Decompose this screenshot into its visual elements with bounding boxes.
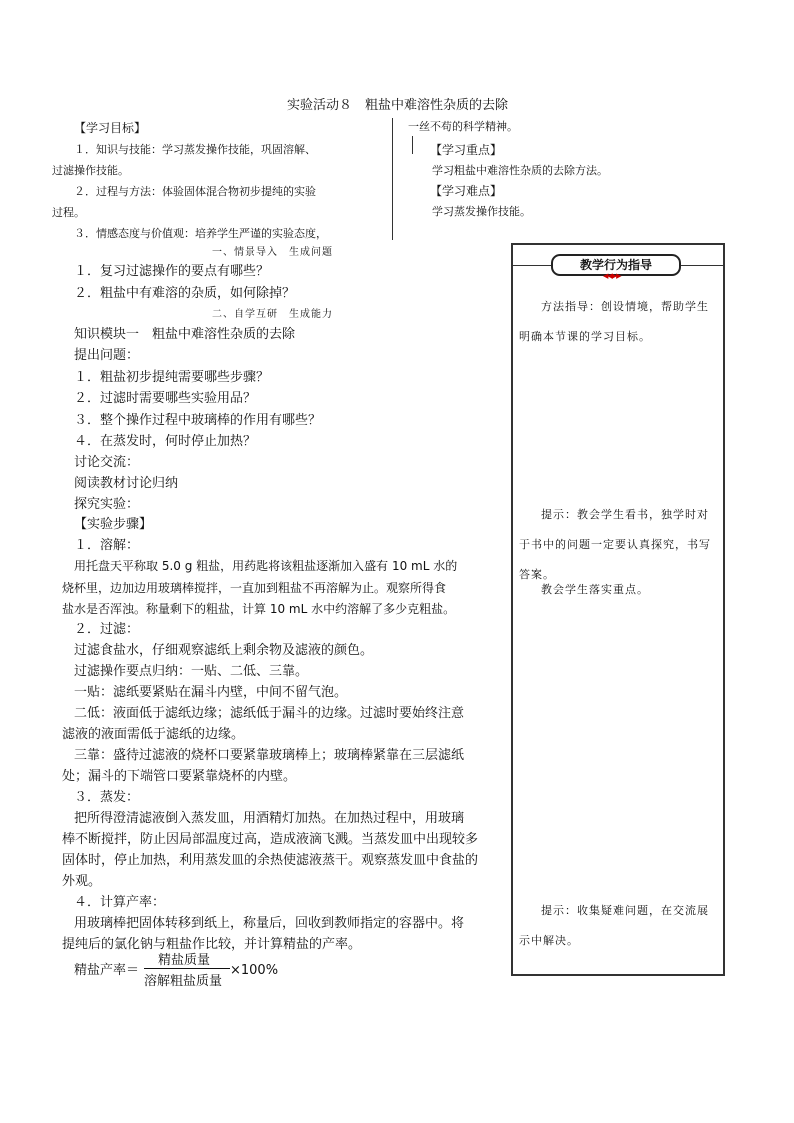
ask-label: 提出问题：	[74, 348, 140, 363]
badge-rule-left	[513, 265, 551, 266]
formula-numerator: 精盐质量	[158, 953, 211, 968]
question-2: ２．过滤时需要哪些实验用品？	[74, 391, 257, 406]
step2-line1: 过滤食盐水，仔细观察滤纸上剩余物及滤液的颜色。	[74, 643, 374, 658]
step4-line1: 用玻璃棒把固体转移到纸上，称量后，回收到教师指定的容器中。将	[74, 916, 465, 931]
difficulty-text: 学习蒸发操作技能。	[432, 205, 531, 218]
objective-1a: １．知识与技能：学习蒸发操作技能，巩固溶解、	[74, 143, 316, 156]
objective-2a: ２．过程与方法：体验固体混合物初步提纯的实验	[74, 185, 316, 198]
formula-lhs: 精盐产率＝	[74, 963, 140, 978]
difficulty-header: 【学习难点】	[430, 184, 503, 198]
step2-line2: 过滤操作要点归纳：一贴、二低、三靠。	[74, 664, 309, 679]
step2-line5: 滤液的液面需低于滤纸的边缘。	[62, 727, 245, 742]
guide-note-method: 方法指导：创设情境，帮助学生明确本节课的学习目标。	[519, 300, 709, 343]
section2-title: 二、自学互研 生成能力	[212, 309, 333, 320]
guide-note-focus: 教会学生落实重点。	[541, 583, 649, 596]
discuss-label: 讨论交流：	[74, 455, 140, 470]
question-1: １．粗盐初步提纯需要哪些步骤？	[74, 370, 270, 385]
steps-header: 【实验步骤】	[74, 517, 153, 532]
step4-line2: 提纯后的氯化钠与粗盐作比较，并计算精盐的产率。	[62, 937, 362, 952]
step3-line1: 把所得澄清滤液倒入蒸发皿，用酒精灯加热。在加热过程中，用玻璃	[74, 811, 465, 826]
badge-rule-right	[679, 265, 723, 266]
step3-line3: 固体时，停止加热，利用蒸发皿的余热使滤液蒸干。观察蒸发皿中食盐的	[62, 853, 479, 868]
objective-2b: 过程。	[52, 206, 85, 219]
guide-badge: 教学行为指导	[551, 254, 681, 276]
discuss-text: 阅读教材讨论归纳	[74, 476, 179, 491]
key-point-header: 【学习重点】	[430, 143, 503, 157]
step2-title: ２．过滤：	[74, 622, 140, 637]
key-point-text: 学习粗盐中难溶性杂质的去除方法。	[432, 164, 608, 177]
step3-line4: 外观。	[62, 874, 102, 889]
step1-line1: 用托盘天平称取 5.0 g 粗盐，用药匙将该粗盐逐渐加入盛有 10 mL 水的	[74, 559, 458, 573]
section1-title: 一、情景导入 生成问题	[212, 247, 333, 258]
objective-3a: ３．情感态度与价值观：培养学生严谨的实验态度，	[74, 227, 327, 240]
guide-note-questions: 提示：收集疑难问题，在交流展示中解决。	[519, 904, 709, 947]
fraction-bar	[144, 968, 230, 969]
explore-label: 探究实验：	[74, 497, 140, 512]
step3-line2: 棒不断搅拌，防止因局部温度过高，造成液滴飞溅。当蒸发皿中出现较多	[62, 832, 479, 847]
step4-title: ４．计算产率：	[74, 895, 166, 910]
question-4: ４．在蒸发时，何时停止加热？	[74, 434, 257, 449]
formula-denominator: 溶解粗盐质量	[144, 974, 223, 989]
step2-line4: 二低：液面低于滤纸边缘；滤纸低于漏斗的边缘。过滤时要始终注意	[74, 706, 465, 721]
column-divider	[392, 118, 393, 240]
page-title: 实验活动８ 粗盐中难溶性杂质的去除	[287, 98, 509, 113]
guide-note-reading: 提示：教会学生看书，独学时对于书中的问题一定要认真探究，书写答案。	[519, 508, 711, 581]
step2-line6: 三靠：盛待过滤液的烧杯口要紧靠玻璃棒上；玻璃棒紧靠在三层滤纸	[74, 748, 465, 763]
step1-title: １．溶解：	[74, 538, 140, 553]
question-3: ３．整个操作过程中玻璃棒的作用有哪些？	[74, 413, 322, 428]
step2-line7: 处；漏斗的下端管口要紧靠烧杯的内壁。	[62, 769, 297, 784]
section1-q2: ２．粗盐中有难溶的杂质，如何除掉？	[74, 286, 296, 301]
module-title: 知识模块一 粗盐中难溶性杂质的去除	[74, 327, 296, 342]
step1-line3: 盐水是否浑浊。称量剩下的粗盐，计算 10 mL 水中约溶解了多少克粗盐。	[62, 602, 456, 616]
objective-1b: 过滤操作技能。	[52, 164, 129, 177]
step2-line3: 一贴：滤纸要紧贴在漏斗内壁，中间不留气泡。	[74, 685, 348, 700]
formula-rhs: ×100%	[230, 963, 279, 978]
objectives-header: 【学习目标】	[74, 121, 147, 135]
teaching-guide-panel	[511, 243, 725, 976]
step1-line2: 烧杯里，边加边用玻璃棒搅拌，一直加到粗盐不再溶解为止。观察所得食	[62, 581, 447, 595]
section1-q1: １．复习过滤操作的要点有哪些？	[74, 264, 270, 279]
step3-title: ３．蒸发：	[74, 790, 140, 805]
badge-arrows-icon: ◀◀▶▶	[603, 272, 621, 280]
column-divider-short	[412, 136, 413, 154]
objective-3b: 一丝不苟的科学精神。	[408, 120, 518, 133]
